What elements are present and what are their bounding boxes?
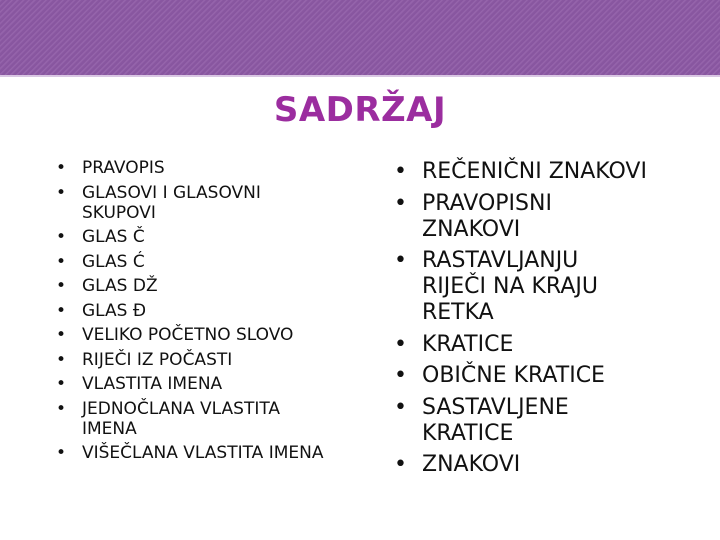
slide-title: SADRŽAJ [273, 90, 447, 130]
list-item-label: GLAS DŽ [82, 276, 158, 296]
list-item [56, 183, 292, 223]
list-item-label: KRATICE [422, 331, 514, 357]
list-item [56, 443, 356, 463]
list-item-label: ZNAKOVI [422, 452, 521, 477]
list-item [56, 350, 356, 370]
list-item-label: GLASOVI I GLASOVNI SKUPOVI [82, 182, 261, 223]
left-content-list [56, 158, 356, 468]
list-item [394, 395, 612, 447]
list-item-label: PRAVOPISNI ZNAKOVI [422, 190, 552, 242]
list-item-label: VELIKO POČETNO SLOVO [82, 325, 294, 345]
list-item [394, 248, 622, 326]
list-item-label: VLASTITA IMENA [82, 374, 223, 394]
list-item-label: SASTAVLJENE KRATICE [422, 394, 569, 446]
list-item-label: OBIČNE KRATICE [422, 363, 605, 388]
list-item-label: GLAS Ć [82, 251, 145, 272]
header-banner [0, 0, 720, 75]
list-item-label: PRAVOPIS [82, 158, 165, 178]
list-item [56, 374, 356, 394]
list-item [56, 301, 356, 321]
list-item [394, 332, 694, 358]
list-item [56, 325, 356, 345]
list-item-label: GLAS Đ [82, 300, 147, 321]
list-item [56, 158, 356, 178]
list-item [394, 452, 694, 478]
list-item-label: RIJEČI IZ POČASTI [82, 349, 233, 370]
banner-divider [0, 75, 720, 77]
list-item-label: GLAS Č [82, 227, 145, 247]
list-item-label: RASTAVLJANJU RIJEČI NA KRAJU RETKA [422, 248, 598, 325]
right-content-list [394, 159, 694, 484]
list-item [394, 363, 694, 389]
list-item-label: JEDNOČLANA VLASTITA IMENA [82, 398, 281, 439]
list-item [394, 191, 582, 243]
list-item [394, 159, 694, 185]
list-item-label: VIŠEČLANA VLASTITA IMENA [82, 443, 324, 463]
list-item-label: REČENIČNI ZNAKOVI [422, 159, 647, 184]
list-item [56, 227, 356, 247]
list-item [56, 399, 307, 439]
list-item [56, 252, 356, 272]
list-item [56, 276, 356, 296]
